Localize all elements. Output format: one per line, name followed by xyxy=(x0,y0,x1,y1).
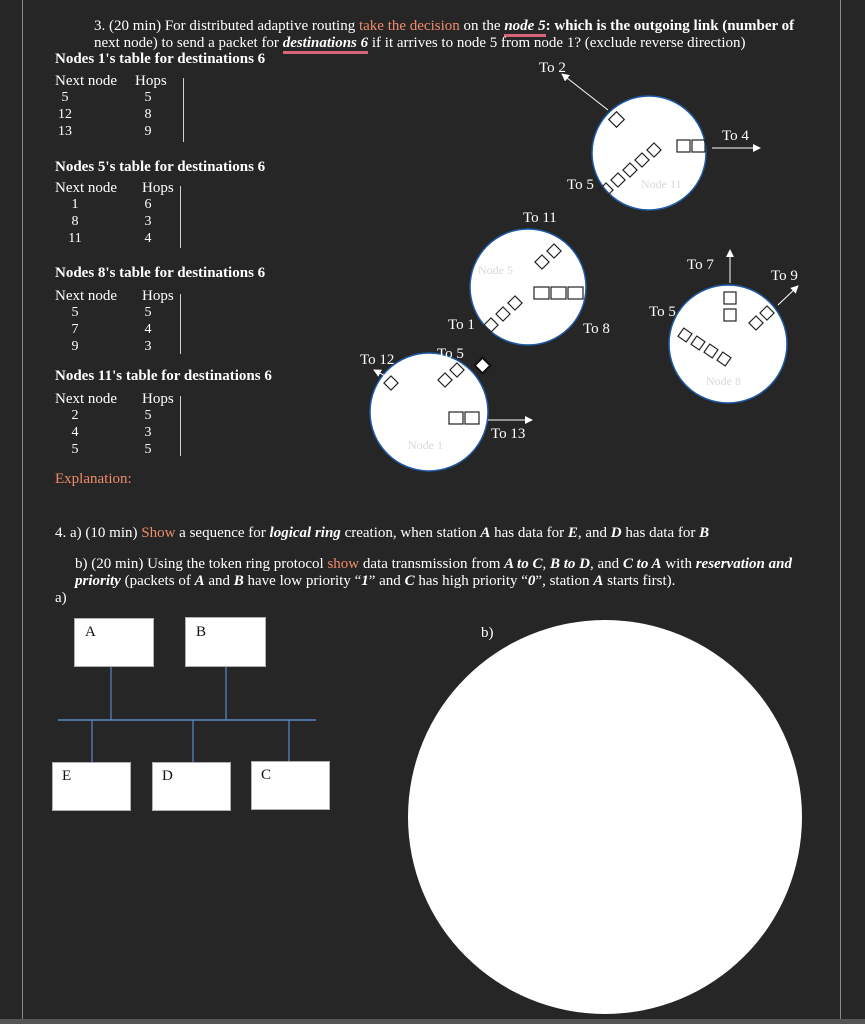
q3-text: on the xyxy=(459,18,505,34)
hops-cell: 5 xyxy=(144,90,152,105)
q4-path: B to D xyxy=(549,556,590,572)
q4-line-b1 xyxy=(75,556,792,573)
q4-text: ” and xyxy=(368,573,405,589)
label-to-7: To 7 xyxy=(687,257,714,273)
label-to-5-node-11: To 5 xyxy=(567,177,594,193)
next-node-cell: 11 xyxy=(68,231,82,246)
next-node-cell: 5 xyxy=(61,90,69,105)
part-b-label: b) xyxy=(481,625,494,641)
q4-station: D xyxy=(610,525,622,541)
next-node-header: Next node xyxy=(55,180,118,196)
q4-station: C xyxy=(404,573,415,589)
station-b-box xyxy=(185,617,266,667)
hops-cell: 4 xyxy=(144,322,152,337)
label-to-5-node-1: To 5 xyxy=(437,346,464,362)
q3-node-5: node 5 xyxy=(504,18,545,37)
link-arrow-to-2 xyxy=(562,74,608,110)
next-node-header: Next node xyxy=(55,73,118,89)
q4-station: B xyxy=(699,525,710,541)
q4-station: A xyxy=(593,573,604,589)
node-5-name: Node 5 xyxy=(478,263,513,277)
q3-text: 3. (20 min) For distributed adaptive routing xyxy=(94,18,359,34)
next-node-cell: 5 xyxy=(71,305,79,320)
station-e-label: E xyxy=(62,768,72,784)
q4-priority-value: 0 xyxy=(527,573,536,589)
next-node-cell: 4 xyxy=(71,425,79,440)
hops-header: Hops xyxy=(142,288,174,304)
q4-text: creation, when station xyxy=(340,525,481,541)
q4-text: starts first). xyxy=(603,573,676,589)
q4-text: data transmission from xyxy=(359,556,505,572)
node-1-name: Node 1 xyxy=(408,438,443,452)
hops-cell: 5 xyxy=(144,442,152,457)
table-title: Nodes 11's table for destinations 6 xyxy=(55,368,272,384)
next-node-cell: 8 xyxy=(71,214,79,229)
q4-text: 4. a) (10 min) xyxy=(55,525,142,541)
hops-cell: 3 xyxy=(144,425,152,440)
label-to-5-node-8: To 5 xyxy=(649,304,676,320)
station-e-box xyxy=(52,762,131,811)
network-diagram xyxy=(0,0,865,500)
q4-text: b) (20 min) Using the token ring protocol xyxy=(75,556,328,572)
hops-cell: 8 xyxy=(144,107,152,122)
q4-highlight: show xyxy=(327,556,360,572)
next-node-cell: 7 xyxy=(71,322,79,337)
label-to-11: To 11 xyxy=(523,210,557,226)
next-node-cell: 13 xyxy=(58,124,72,139)
q4-text: with xyxy=(661,556,696,572)
q4-text: , and xyxy=(577,525,611,541)
q4-path: A to C xyxy=(504,556,543,572)
station-b-label: B xyxy=(196,624,207,640)
q3-destinations: destinations 6 xyxy=(283,35,368,54)
hops-cell: 6 xyxy=(144,197,152,212)
q4-logical-ring: logical ring xyxy=(269,525,341,541)
q4-reservation: reservation and xyxy=(695,556,792,572)
q4-priority: priority xyxy=(75,573,121,589)
hops-header: Hops xyxy=(142,391,174,407)
station-c-box xyxy=(251,761,330,810)
token-ring-answer-circle xyxy=(408,620,802,1014)
q4-text: has data for xyxy=(621,525,700,541)
next-node-header: Next node xyxy=(55,391,118,407)
link-arrow-to-9 xyxy=(778,286,798,305)
label-to-1: To 1 xyxy=(448,317,475,333)
q3-highlight: take the decision xyxy=(358,18,460,34)
q4-text: have low priority “ xyxy=(243,573,362,589)
node-11-name: Node 11 xyxy=(641,177,682,191)
q4-text: , xyxy=(542,556,550,572)
hops-cell: 9 xyxy=(144,124,152,139)
q4-station: B xyxy=(233,573,244,589)
label-to-13: To 13 xyxy=(491,426,526,442)
hops-cell: 3 xyxy=(144,339,152,354)
table-title: Nodes 5's table for destinations 6 xyxy=(55,159,266,175)
next-node-cell: 12 xyxy=(58,107,72,122)
q4-text: , and xyxy=(590,556,623,572)
node-8-name: Node 8 xyxy=(706,374,741,388)
q4-line-b2 xyxy=(75,573,675,590)
q4-line-a xyxy=(55,525,709,542)
next-node-cell: 5 xyxy=(71,442,79,457)
q4-text: (packets of xyxy=(120,573,195,589)
hops-header: Hops xyxy=(142,180,174,196)
q4-text: has high priority “ xyxy=(414,573,528,589)
next-node-header: Next node xyxy=(55,288,118,304)
q3-text: next node) to send a packet for xyxy=(94,35,283,51)
station-d-label: D xyxy=(162,768,173,784)
station-c-label: C xyxy=(261,767,272,783)
packet-diamond-icon xyxy=(475,358,491,374)
next-node-cell: 1 xyxy=(71,197,79,212)
q4-highlight: Show xyxy=(141,525,176,541)
q4-text: a sequence for xyxy=(175,525,270,541)
q3-text: if it arrives to node 5 from node 1? (exclude reverse direction) xyxy=(368,35,746,51)
label-to-8: To 8 xyxy=(583,321,610,337)
station-a-box xyxy=(74,618,154,667)
q4-station: A xyxy=(480,525,491,541)
part-a-label: a) xyxy=(55,590,67,606)
hops-cell: 5 xyxy=(144,408,152,423)
next-node-cell: 9 xyxy=(71,339,79,354)
station-d-box xyxy=(152,762,231,811)
q4-text: has data for xyxy=(490,525,568,541)
q4-text: ”, station xyxy=(535,573,594,589)
q4-text: and xyxy=(204,573,234,589)
hops-cell: 4 xyxy=(144,231,152,246)
hops-cell: 3 xyxy=(144,214,152,229)
q4-path: C to A xyxy=(622,556,662,572)
hops-header: Hops xyxy=(135,73,167,89)
label-to-12: To 12 xyxy=(360,352,395,368)
label-to-4: To 4 xyxy=(722,128,749,144)
q4-priority-value: 1 xyxy=(361,573,369,589)
q4-station: A xyxy=(194,573,205,589)
label-to-2: To 2 xyxy=(539,60,566,76)
station-a-label: A xyxy=(85,624,96,640)
bottom-frame-border xyxy=(0,1019,865,1024)
explanation-label: Explanation: xyxy=(55,471,132,487)
table-title: Nodes 8's table for destinations 6 xyxy=(55,265,266,281)
node-11-circle xyxy=(592,96,706,210)
q3-text: : which is the outgoing link (number of xyxy=(545,18,795,34)
q4-station: E xyxy=(567,525,578,541)
next-node-cell: 2 xyxy=(71,408,79,423)
table-title: Nodes 1's table for destinations 6 xyxy=(55,51,266,67)
label-to-9: To 9 xyxy=(771,268,798,284)
hops-cell: 5 xyxy=(144,305,152,320)
